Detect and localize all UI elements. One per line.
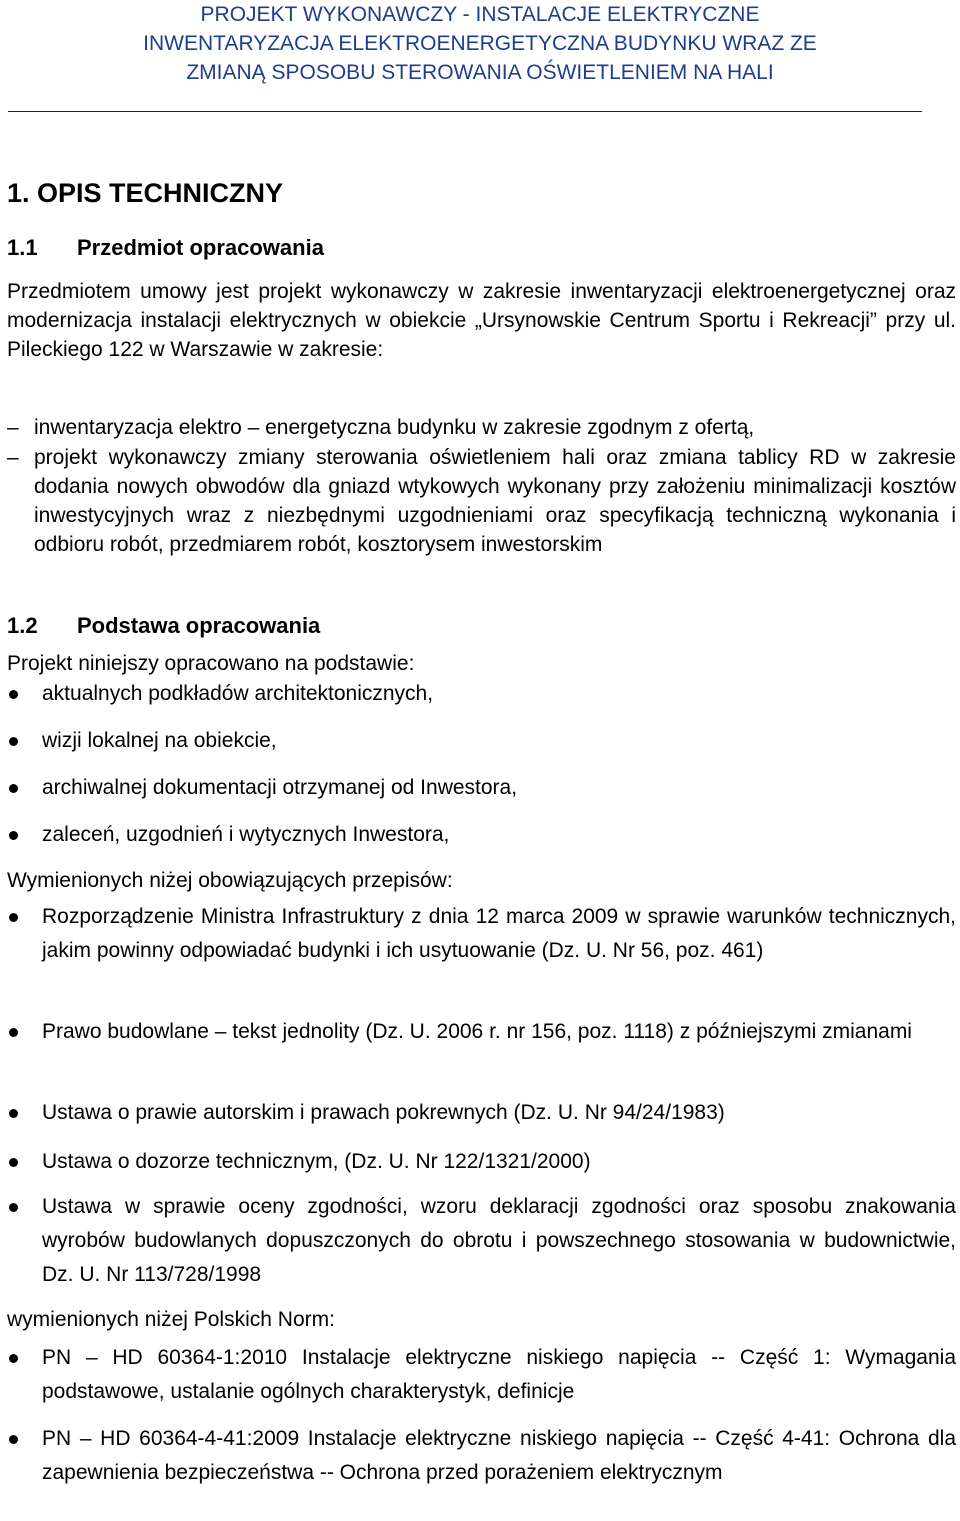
bullet-icon bbox=[9, 1435, 18, 1444]
norm-item bbox=[7, 1341, 956, 1409]
regulation-item bbox=[7, 1015, 956, 1049]
basis-item-text: archiwalnej dokumentacji otrzymanej od Inwestora, bbox=[42, 776, 518, 799]
header-line-2: INWENTARYZACJA ELEKTROENERGETYCZNA BUDYNKU WRAZ ZE bbox=[143, 32, 817, 55]
header-line-1: PROJEKT WYKONAWCZY - INSTALACJE ELEKTRYCZNE bbox=[200, 3, 760, 26]
dash-marker: – bbox=[7, 446, 19, 469]
basis-item bbox=[7, 724, 956, 758]
section-1-heading: 1. OPIS TECHNICZNY bbox=[7, 178, 284, 208]
scope-item bbox=[7, 443, 956, 559]
norm-item bbox=[7, 1422, 956, 1490]
bullet-icon bbox=[9, 1158, 18, 1167]
bullet-icon bbox=[9, 690, 18, 699]
regulation-item-text: Ustawa o dozorze technicznym, (Dz. U. Nr 122/1321/2000) bbox=[42, 1150, 591, 1173]
section-1-1-number: 1.1 bbox=[7, 235, 38, 260]
header-divider bbox=[8, 111, 922, 112]
regulation-item bbox=[7, 900, 956, 968]
basis-item-text: wizji lokalnej na obiekcie, bbox=[42, 729, 277, 752]
bullet-icon bbox=[9, 913, 18, 922]
scope-item-text: projekt wykonawczy zmiany sterowania oświetleniem hali oraz zmiana tablicy RD w zakresie dodania nowych obwodów dla gniazd wtykowych wykonany przy założeniu minimalizacji kosztów inwestycyjnych wraz z niezbędnymi uzgodnieniami oraz specyfikacją techniczną wykonania i odbioru robót, przedmiarem robót, kosztorysem inwestorskim bbox=[34, 446, 956, 556]
regulation-item-text: Rozporządzenie Ministra Infrastruktury z dnia 12 marca 2009 w sprawie warunków technicznych, jakim powinny odpowiadać budynki i ich usytuowanie (Dz. U. Nr 56, poz. 461) bbox=[42, 905, 956, 962]
scope-item bbox=[7, 413, 956, 442]
basis-item-text: zaleceń, uzgodnień i wytycznych Inwestora, bbox=[42, 823, 450, 846]
bullet-icon bbox=[9, 1109, 18, 1118]
regulation-item-text: Ustawa w sprawie oceny zgodności, wzoru deklaracji zgodności oraz sposobu znakowania wyrobów budowlanych dopuszczonych do obrotu i powszechnego stosowania w budownictwie, Dz. U. Nr 113/728/1998 bbox=[42, 1195, 956, 1286]
regulations-heading: Wymienionych niżej obowiązujących przepisów: bbox=[7, 869, 453, 892]
regulation-item-text: Prawo budowlane – tekst jednolity (Dz. U. 2006 r. nr 156, poz. 1118) z późniejszymi zmianami bbox=[42, 1020, 912, 1043]
bullet-icon bbox=[9, 1028, 18, 1037]
section-1-1-heading bbox=[7, 233, 324, 263]
scope-item-text: inwentaryzacja elektro – energetyczna budynku w zakresie zgodnym z ofertą, bbox=[34, 416, 755, 439]
norm-item-text: PN – HD 60364-1:2010 Instalacje elektryczne niskiego napięcia -- Część 1: Wymagania podstawowe, ustalanie ogólnych charakterystyk, definicje bbox=[42, 1346, 956, 1403]
section-1-2-number: 1.2 bbox=[7, 613, 38, 638]
norm-item-text: PN – HD 60364-4-41:2009 Instalacje elektryczne niskiego napięcia -- Część 4-41: Ochrona dla zapewnienia bezpieczeństwa -- Ochrona przed porażeniem elektrycznym bbox=[42, 1427, 956, 1484]
regulation-item bbox=[7, 1145, 956, 1179]
bullet-icon bbox=[9, 1354, 18, 1363]
basis-item bbox=[7, 677, 956, 711]
section-1-2-heading bbox=[7, 611, 320, 641]
section-1-1-title: Przedmiot opracowania bbox=[77, 235, 324, 260]
section-1-1-intro: Przedmiotem umowy jest projekt wykonawczy w zakresie inwentaryzacji elektroenergetycznej oraz modernizacja instalacji elektrycznych w obiekcie „Ursynowskie Centrum Sportu i Rekreacji” przy ul. Pileckiego 122 w Warszawie w zakresie: bbox=[7, 280, 956, 361]
section-1-2-intro: Projekt niniejszy opracowano na podstawie: bbox=[7, 652, 415, 675]
norms-heading: wymienionych niżej Polskich Norm: bbox=[7, 1308, 335, 1331]
header-line-3: ZMIANĄ SPOSOBU STEROWANIA OŚWIETLENIEM NA HALI bbox=[186, 61, 774, 84]
bullet-icon bbox=[9, 1203, 18, 1212]
dash-marker: – bbox=[7, 416, 19, 439]
document-header bbox=[0, 0, 960, 87]
regulation-item bbox=[7, 1190, 956, 1292]
basis-item-text: aktualnych podkładów architektonicznych, bbox=[42, 682, 434, 705]
regulation-item bbox=[7, 1096, 956, 1130]
basis-item bbox=[7, 818, 956, 852]
bullet-icon bbox=[9, 831, 18, 840]
bullet-icon bbox=[9, 737, 18, 746]
basis-item bbox=[7, 771, 956, 805]
section-1-2-title: Podstawa opracowania bbox=[77, 613, 321, 638]
regulation-item-text: Ustawa o prawie autorskim i prawach pokrewnych (Dz. U. Nr 94/24/1983) bbox=[42, 1101, 725, 1124]
bullet-icon bbox=[9, 784, 18, 793]
